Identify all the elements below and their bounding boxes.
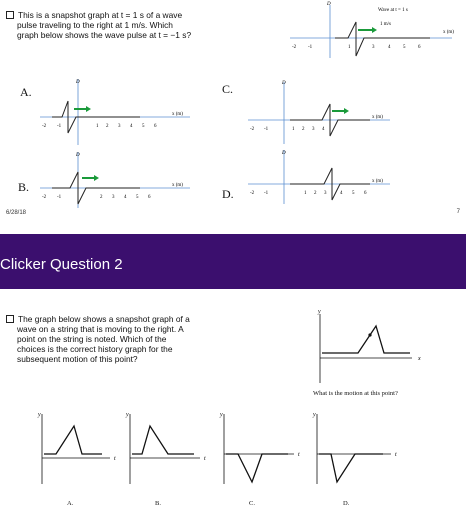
option-a-y-label: D [76, 80, 80, 85]
choice-b-y-label: y [126, 412, 129, 418]
choice-a-x-label: t [114, 456, 116, 462]
question-2-line-5: subsequent motion of this point? [17, 354, 138, 364]
option-d-tick-6: 5 [352, 191, 355, 196]
question-1 [6, 10, 261, 40]
option-d-letter[interactable]: D. [222, 187, 234, 201]
question-2 [6, 314, 256, 364]
option-a-tick-5: 4 [130, 124, 133, 129]
option-b-tick-3: 3 [112, 195, 115, 200]
slide-1 [0, 0, 466, 233]
option-d-y-label: D [282, 151, 286, 156]
choice-d-letter[interactable]: D. [343, 500, 350, 507]
slide-date: 6/28/18 [6, 210, 27, 216]
option-a-tick-7: 6 [154, 124, 157, 129]
option-b-tick-5: 5 [136, 195, 139, 200]
choice-c-x-label: t [298, 452, 300, 458]
option-c-tick-1: -1 [264, 127, 269, 132]
choice-b-letter[interactable]: B. [155, 500, 161, 507]
option-d-tick-5: 4 [340, 191, 343, 196]
option-b-tick-2: 2 [100, 195, 103, 200]
checkbox-icon [6, 315, 14, 323]
reference-graph [280, 0, 466, 70]
option-c-tick-2: 1 [292, 127, 295, 132]
option-c-tick-3: 2 [302, 127, 305, 132]
ref-tick-4: 4 [388, 45, 391, 50]
option-a-tick-2: 1 [96, 124, 99, 129]
choice-a-y-label: y [38, 412, 41, 418]
option-d-tick-1: -1 [264, 191, 269, 196]
choice-b-x-label: t [204, 456, 206, 462]
option-c-letter[interactable]: C. [222, 82, 234, 96]
question-2-line-4: choices is the correct history graph for the [17, 344, 173, 354]
option-d-graph[interactable] [240, 148, 400, 210]
question-1-line-1: This is a snapshot graph at t = 1 s of a wave [18, 10, 183, 20]
option-c-tick-0: -2 [250, 127, 255, 132]
option-b-tick-1: -1 [57, 195, 62, 200]
option-d-tick-7: 6 [364, 191, 367, 196]
snapshot-graph [300, 308, 450, 388]
snapshot-x-label: x [418, 356, 421, 362]
option-a-graph[interactable] [30, 75, 195, 155]
ref-tick-5: 5 [403, 45, 406, 50]
option-d-tick-0: -2 [250, 191, 255, 196]
ref-tick-0: -2 [292, 45, 297, 50]
option-b-letter[interactable]: B. [18, 180, 30, 194]
choice-a-letter[interactable]: A. [67, 500, 74, 507]
option-a-tick-0: -2 [42, 124, 47, 129]
snapshot-y-label: y [318, 309, 321, 315]
title-band [0, 234, 466, 289]
checkbox-icon [6, 11, 14, 19]
question-1-line-2: pulse traveling to the right at 1 m/s. Which [17, 20, 173, 30]
page-number: 7 [456, 209, 460, 215]
option-d-tick-3: 2 [314, 191, 317, 196]
option-b-graph[interactable] [30, 150, 195, 212]
option-b-tick-4: 4 [124, 195, 127, 200]
option-c-graph[interactable] [240, 78, 400, 148]
choice-c-letter[interactable]: C. [249, 500, 255, 507]
band-title: Clicker Question 2 [0, 256, 123, 273]
history-choice-c[interactable] [212, 408, 307, 488]
history-choice-a[interactable] [30, 408, 125, 488]
option-b-y-label: D [76, 153, 80, 158]
ref-tick-1: -1 [308, 45, 313, 50]
snapshot-caption: What is the motion at this point? [313, 390, 398, 397]
question-2-line-1: The graph below shows a snapshot graph of a [18, 314, 190, 324]
option-a-tick-3: 2 [106, 124, 109, 129]
choice-d-y-label: y [313, 412, 316, 418]
option-a-tick-4: 3 [118, 124, 121, 129]
option-c-y-label: D [282, 81, 286, 86]
option-b-tick-6: 6 [148, 195, 151, 200]
ref-tick-6: 6 [418, 45, 421, 50]
reference-y-label: D [327, 2, 331, 7]
question-1-line-3: graph below shows the wave pulse at t = −1 s? [17, 30, 192, 40]
option-a-tick-1: -1 [57, 124, 62, 129]
reference-x-label: x (m) [443, 30, 454, 35]
question-2-line-3: point on the string is noted. Which of the [17, 334, 167, 344]
option-b-x-label: x (m) [172, 183, 183, 188]
option-c-tick-5: 4 [322, 127, 325, 132]
history-choice-b[interactable] [118, 408, 213, 488]
ref-tick-2: 1 [348, 45, 351, 50]
option-d-x-label: x (m) [372, 179, 383, 184]
question-2-line-2: wave on a string that is moving to the right. A [17, 324, 184, 334]
reference-speed-label: 1 m/s [380, 22, 391, 27]
option-a-x-label: x (m) [172, 112, 183, 117]
choice-d-x-label: t [395, 452, 397, 458]
reference-graph-title: Wave at t = 1 s [378, 8, 408, 13]
option-b-tick-0: -2 [42, 195, 47, 200]
option-c-tick-4: 3 [312, 127, 315, 132]
option-a-tick-6: 5 [142, 124, 145, 129]
history-choice-d[interactable] [305, 408, 405, 488]
option-c-x-label: x (m) [372, 115, 383, 120]
option-d-tick-4: 3 [324, 191, 327, 196]
ref-tick-3: 3 [372, 45, 375, 50]
option-d-tick-2: 1 [304, 191, 307, 196]
option-a-letter[interactable]: A. [20, 85, 32, 99]
choice-c-y-label: y [220, 412, 223, 418]
